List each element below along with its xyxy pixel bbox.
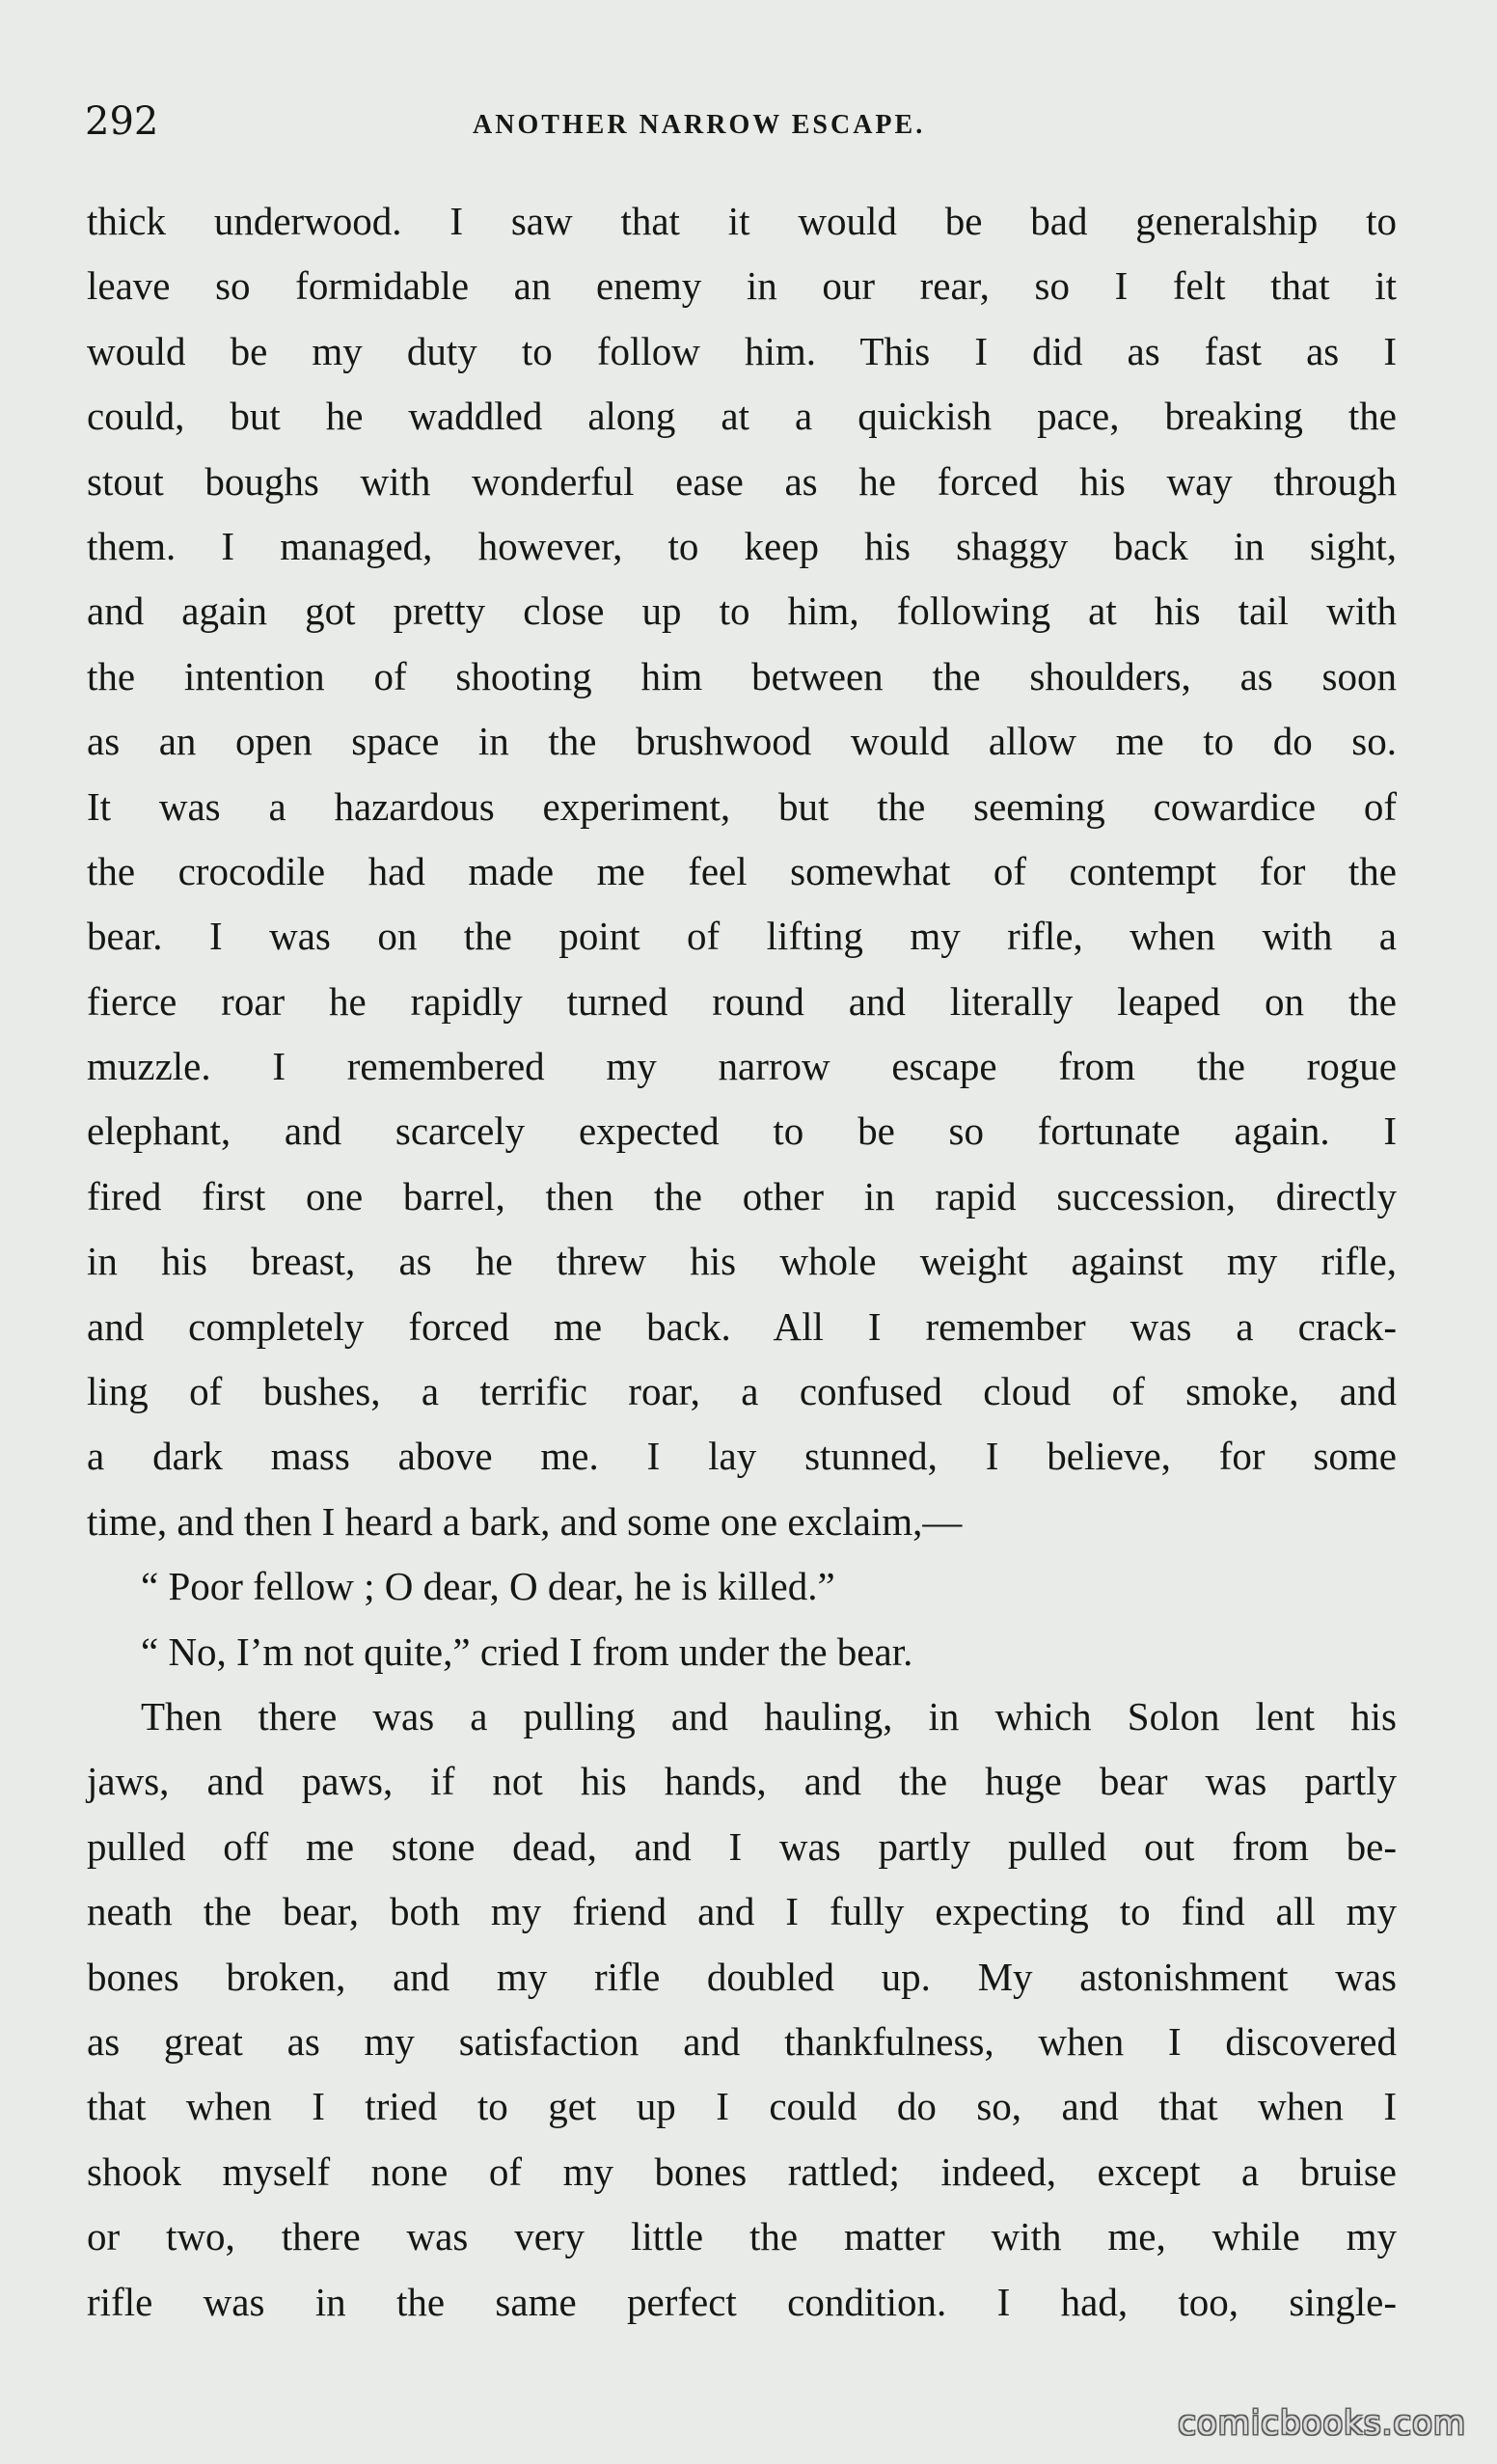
text-line: muzzle. I remembered my narrow escape from the rogue: [87, 1044, 1397, 1089]
page-number: 292: [85, 99, 159, 144]
running-title: ANOTHER NARROW ESCAPE.: [473, 110, 926, 140]
text-line: elephant, and scarcely expected to be so fortunate again. I: [87, 1109, 1397, 1154]
text-line: rifle was in the same perfect condition. I had, too, single-: [87, 2279, 1397, 2324]
text-line: bear. I was on the point of lifting my rifle, when with a: [87, 914, 1397, 959]
text-line: thick underwood. I saw that it would be bad generalship to: [87, 199, 1397, 243]
text-line: It was a hazardous experiment, but the seeming cowardice of: [87, 783, 1397, 829]
text-line: fierce roar he rapidly turned round and literally leaped on the: [87, 978, 1397, 1024]
text-line: ling of bushes, a terrific roar, a confused cloud of smoke, and: [87, 1369, 1397, 1414]
dialogue-line: “ No, I’m not quite,” cried I from under the bear.: [141, 1629, 913, 1674]
text-line: and completely forced me back. All I remember was a crack-: [87, 1303, 1397, 1349]
text-line: fired first one barrel, then the other in rapid succession, directly: [87, 1173, 1397, 1218]
text-line: pulled off me stone dead, and I was partly pulled out from be-: [87, 1823, 1397, 1869]
text-line: or two, there was very little the matter with me, while my: [87, 2214, 1397, 2259]
text-line: time, and then I heard a bark, and some one exclaim,—: [87, 1498, 963, 1544]
text-line: and again got pretty close up to him, following at his tail with: [87, 589, 1397, 634]
text-line: jaws, and paws, if not his hands, and the huge bear was partly: [87, 1759, 1397, 1804]
dialogue-line: “ Poor fellow ; O dear, O dear, he is killed.”: [141, 1564, 835, 1609]
text-line: could, but he waddled along at a quickish pace, breaking the: [87, 394, 1397, 439]
text-line: them. I managed, however, to keep his shaggy back in sight,: [87, 523, 1397, 568]
text-line: neath the bear, both my friend and I fully expecting to find all my: [87, 1889, 1397, 1934]
text-line: in his breast, as he threw his whole weight against my rifle,: [87, 1239, 1397, 1284]
text-line: the crocodile had made me feel somewhat of contempt for the: [87, 848, 1397, 893]
text-line: leave so formidable an enemy in our rear, so I felt that it: [87, 263, 1397, 309]
text-line: that when I tried to get up I could do so, and that when I: [87, 2084, 1397, 2129]
running-head: [85, 93, 1397, 151]
text-line: stout boughs with wonderful ease as he forced his way through: [87, 458, 1397, 504]
text-line: a dark mass above me. I lay stunned, I believe, for some: [87, 1434, 1397, 1479]
text-line: the intention of shooting him between the shoulders, as soon: [87, 653, 1397, 698]
site-watermark: comicbooks.com: [1178, 2404, 1466, 2443]
text-line: as an open space in the brushwood would allow me to do so.: [87, 719, 1397, 764]
text-line: as great as my satisfaction and thankfulness, when I discovered: [87, 2018, 1397, 2064]
text-line: would be my duty to follow him. This I did as fast as I: [87, 328, 1397, 373]
text-line: bones broken, and my rifle doubled up. My astonishment was: [87, 1954, 1397, 1999]
text-line: shook myself none of my bones rattled; indeed, except a bruise: [87, 2149, 1397, 2194]
body-text: [87, 189, 1397, 2335]
paragraph-start-line: Then there was a pulling and hauling, in which Solon lent his: [141, 1693, 1397, 1738]
